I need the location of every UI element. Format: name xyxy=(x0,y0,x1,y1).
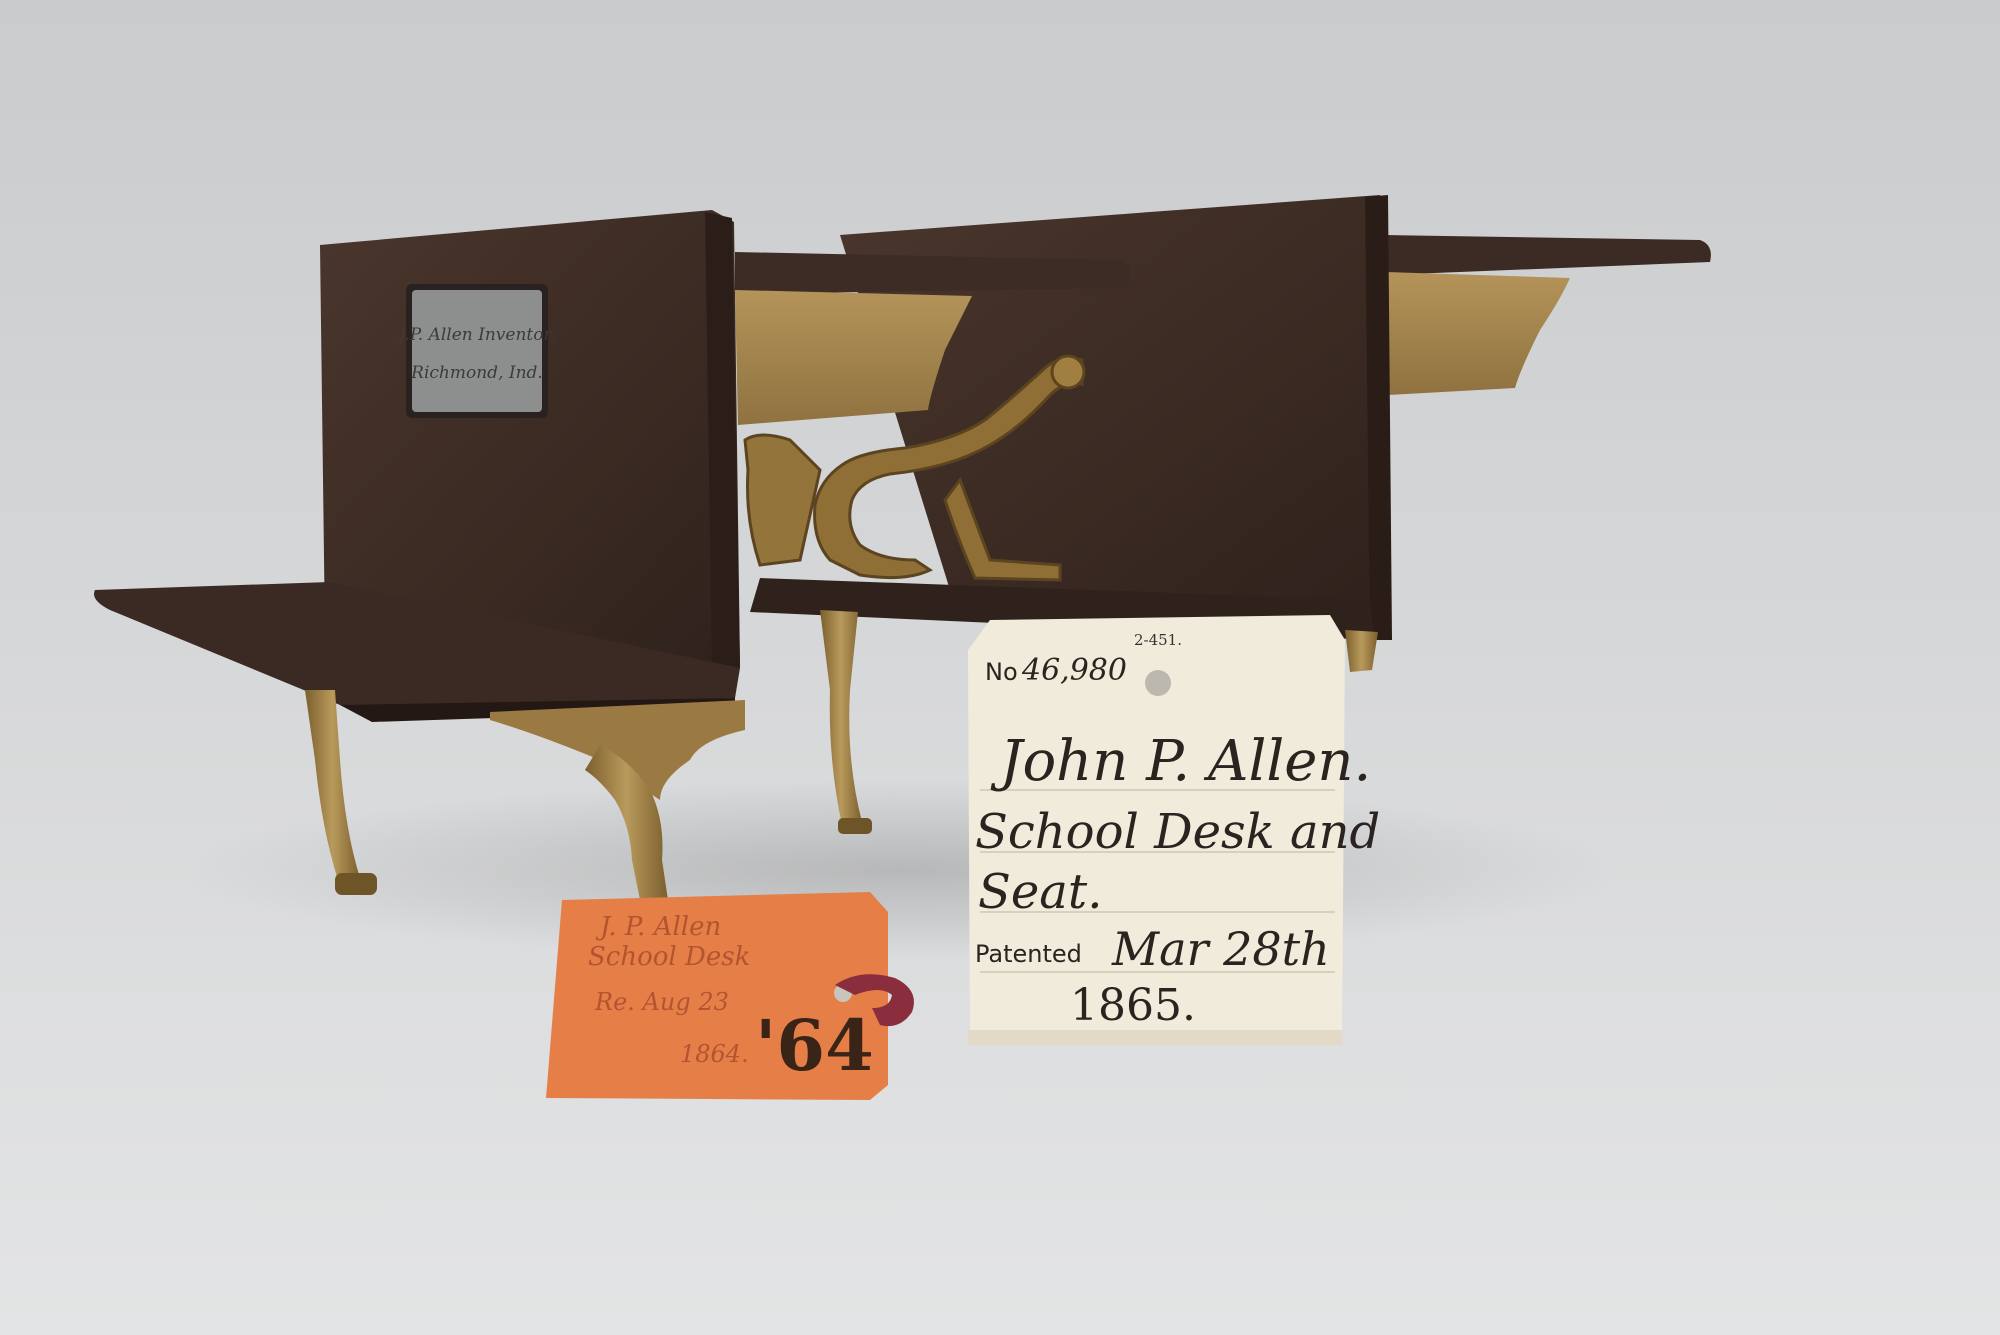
rear-leg-left-foot xyxy=(838,818,872,834)
orange-tag-line2: School Desk xyxy=(588,942,751,972)
orange-tag-line1: J. P. Allen xyxy=(600,912,722,942)
paper-tag-year: 1865. xyxy=(1070,980,1196,1031)
nameplate-line1: J.P. Allen Inventor. xyxy=(398,325,556,345)
nameplate-line2: Richmond, Ind. xyxy=(411,363,543,383)
paper-tag-date: Mar 28th xyxy=(1112,922,1330,976)
orange-tag-year: '64 xyxy=(755,1004,874,1087)
nameplate-face xyxy=(412,290,542,412)
paper-tag-line2: School Desk and xyxy=(975,804,1381,860)
paper-tag xyxy=(968,615,1380,1045)
paper-tag-no-label: No xyxy=(985,658,1018,686)
paper-tag-patented-label: Patented xyxy=(975,940,1082,968)
paper-tag-hole xyxy=(1145,670,1171,696)
orange-tag xyxy=(546,892,914,1100)
floor-shadow xyxy=(180,780,1620,960)
orange-tag-line4: 1864. xyxy=(680,1040,749,1068)
nameplate xyxy=(396,284,555,418)
paper-tag-number: 46,980 xyxy=(1022,653,1127,688)
paper-tag-shade xyxy=(968,1030,1342,1045)
paper-tag-line3: Seat. xyxy=(978,864,1103,920)
front-leg-left-foot xyxy=(335,873,377,895)
orange-tag-line3: Re. Aug 23 xyxy=(595,988,729,1016)
paper-tag-top-code: 2-451. xyxy=(1133,631,1183,649)
paper-tag-line1: John P. Allen. xyxy=(1000,729,1372,794)
scroll-head xyxy=(1052,356,1084,388)
